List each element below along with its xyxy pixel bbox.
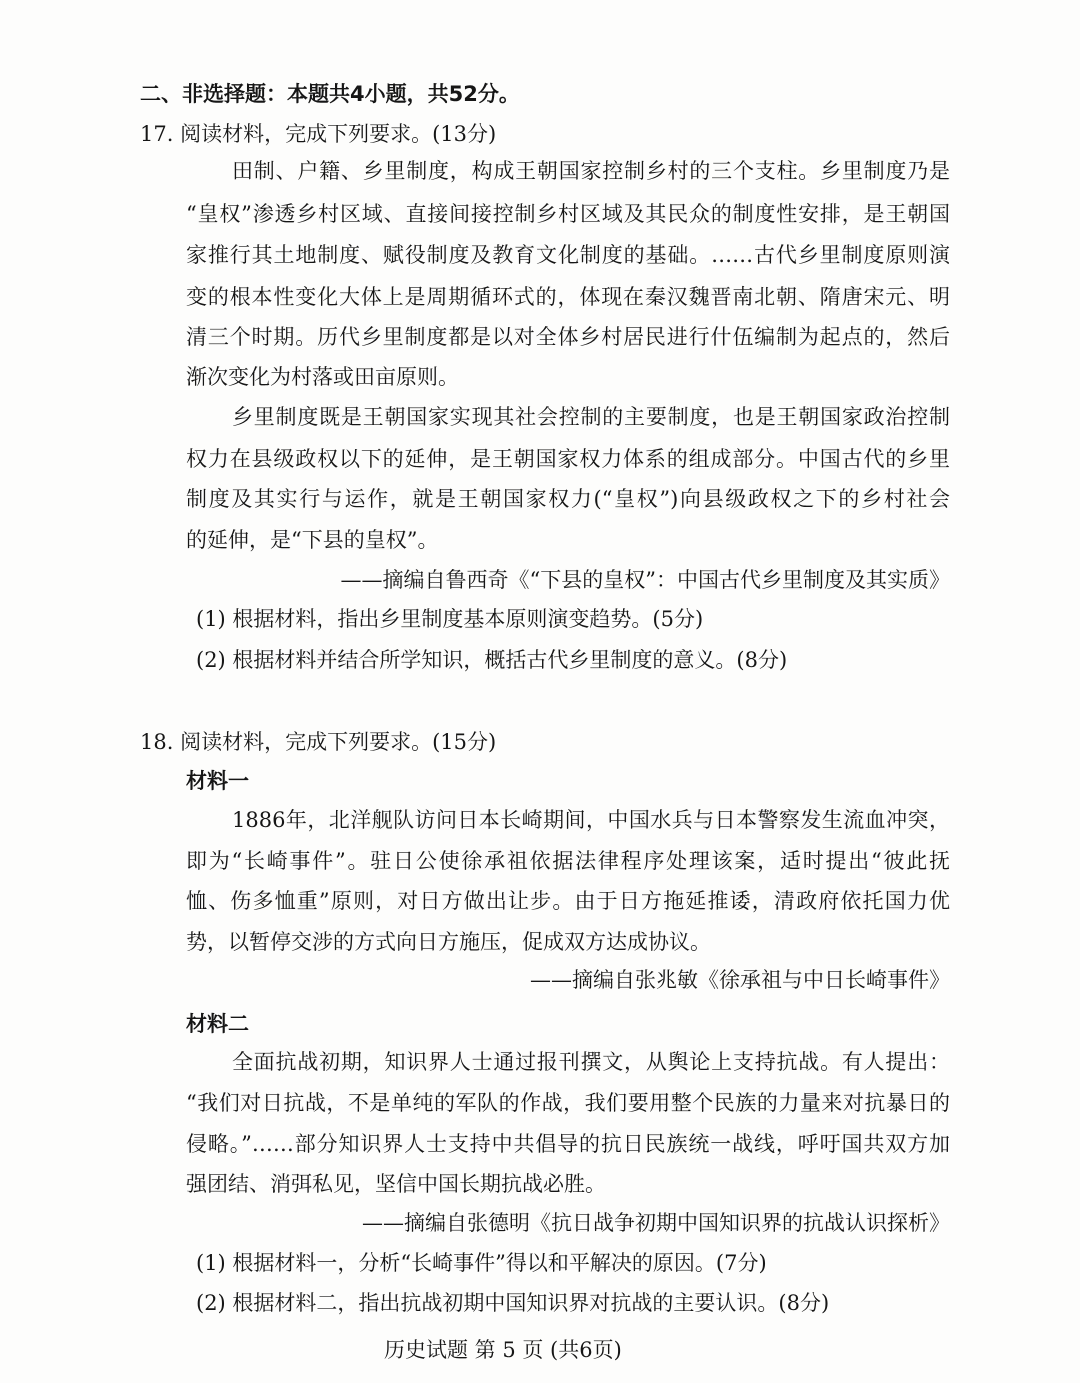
q17-p1-line-1: 田制、户籍、乡里制度，构成王朝国家控制乡村的三个支柱。乡里制度乃是: [232, 159, 950, 183]
q17-p2-line-2: 权力在县级政权以下的延伸，是王朝国家权力体系的组成部分。中国古代的乡里: [186, 447, 950, 471]
q18-m1-source: ——摘编自张兆敏《徐承祖与中日长崎事件》: [530, 968, 950, 992]
q18-m1-line-4: 势，以暂停交涉的方式向日方施压，促成双方达成协议。: [186, 930, 711, 954]
page-footer: 历史试题 第 5 页 (共6页): [384, 1338, 622, 1362]
q18-m1-line-1: 1886年，北洋舰队访问日本长崎期间，中国水兵与日本警察发生流血冲突，: [232, 808, 950, 832]
q17-subquestion-1: (1) 根据材料，指出乡里制度基本原则演变趋势。(5分): [196, 607, 704, 631]
q17-p1-line-2: “皇权”渗透乡村区域、直接间接控制乡村区域及其民众的制度性安排，是王朝国: [186, 202, 950, 226]
q17-p2-line-1: 乡里制度既是王朝国家实现其社会控制的主要制度，也是王朝国家政治控制: [232, 405, 950, 429]
q18-m2-line-4: 强团结、消弭私见，坚信中国长期抗战必胜。: [186, 1172, 606, 1196]
q18-m2-line-1: 全面抗战初期，知识界人士通过报刊撰文，从舆论上支持抗战。有人提出：: [232, 1050, 950, 1074]
section-title: 二、非选择题：本题共4小题，共52分。: [140, 82, 520, 106]
q18-heading: 18. 阅读材料，完成下列要求。(15分): [140, 730, 497, 754]
q17-p1-line-5: 清三个时期。历代乡里制度都是以对全体乡村居民进行什伍编制为起点的，然后: [186, 325, 950, 349]
q18-subquestion-1: (1) 根据材料一，分析“长崎事件”得以和平解决的原因。(7分): [196, 1251, 767, 1275]
q18-material-1-label: 材料一: [186, 769, 249, 793]
q18-subquestion-2: (2) 根据材料二，指出抗战初期中国知识界对抗战的主要认识。(8分): [196, 1291, 830, 1315]
q17-source: ——摘编自鲁西奇《“下县的皇权”：中国古代乡里制度及其实质》: [340, 568, 950, 592]
q18-material-2-label: 材料二: [186, 1012, 249, 1036]
q17-p1-line-6: 渐次变化为村落或田亩原则。: [186, 365, 459, 389]
q17-heading: 17. 阅读材料，完成下列要求。(13分): [140, 122, 497, 146]
q18-m2-line-2: “我们对日抗战，不是单纯的军队的作战，我们要用整个民族的力量来对抗暴日的: [186, 1091, 950, 1115]
q18-m1-line-2: 即为“长崎事件”。驻日公使徐承祖依据法律程序处理该案，适时提出“彼此抚: [186, 849, 950, 873]
q17-p2-line-4: 的延伸，是“下县的皇权”。: [186, 528, 439, 552]
q17-p1-line-3: 家推行其土地制度、赋役制度及教育文化制度的基础。……古代乡里制度原则演: [186, 243, 950, 267]
q18-m1-line-3: 恤、伤多恤重”原则，对日方做出让步。由于日方拖延推诿，清政府依托国力优: [186, 889, 950, 913]
q17-p1-line-4: 变的根本性变化大体上是周期循环式的，体现在秦汉魏晋南北朝、隋唐宋元、明: [186, 285, 950, 309]
q17-p2-line-3: 制度及其实行与运作，就是王朝国家权力(“皇权”)向县级政权之下的乡村社会: [186, 487, 950, 511]
q18-m2-line-3: 侵略。”……部分知识界人士支持中共倡导的抗日民族统一战线，呼吁国共双方加: [186, 1132, 950, 1156]
q17-subquestion-2: (2) 根据材料并结合所学知识，概括古代乡里制度的意义。(8分): [196, 648, 788, 672]
q18-m2-source: ——摘编自张德明《抗日战争初期中国知识界的抗战认识探析》: [362, 1211, 950, 1235]
